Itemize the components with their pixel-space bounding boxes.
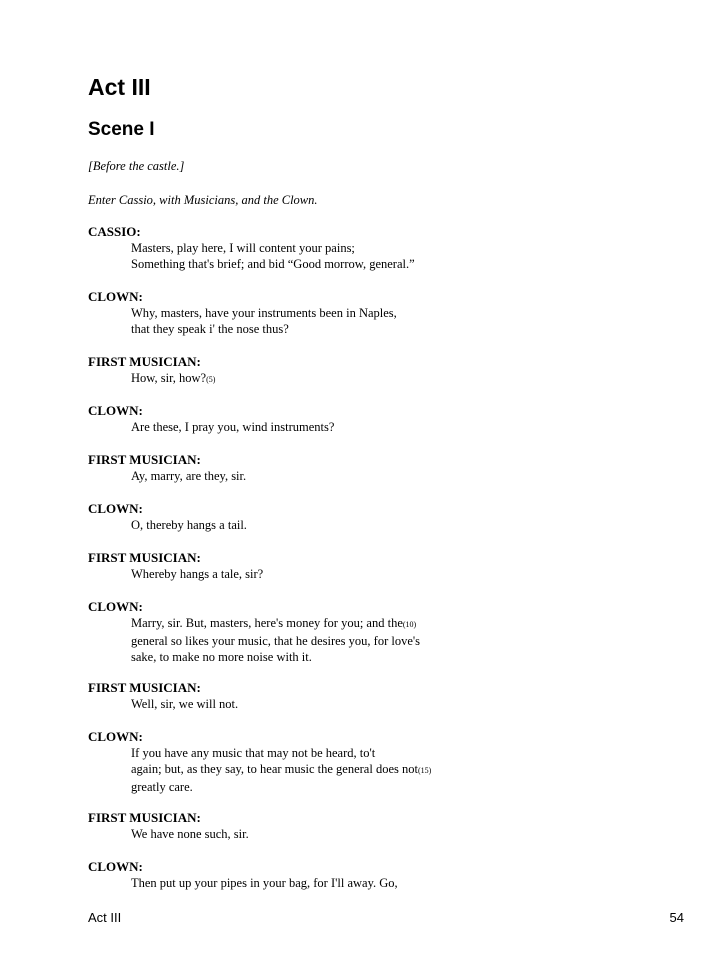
speech-line	[88, 517, 688, 533]
speech-block	[88, 354, 688, 388]
speaker-name: CLOWN:	[88, 599, 143, 614]
speech-block	[88, 599, 688, 665]
footer-act-label: Act III	[88, 910, 122, 925]
speech-block	[88, 452, 688, 484]
speech-line-text: Masters, play here, I will content your pains;	[131, 241, 355, 255]
speech-line-text: If you have any music that may not be heard, to't	[131, 746, 376, 760]
speaker-name: CLOWN:	[88, 501, 143, 516]
speech-line-text: again; but, as they say, to hear music the general does not	[131, 762, 418, 776]
speech-line-text: Ay, marry, are they, sir.	[131, 469, 247, 483]
speech-line	[88, 615, 688, 633]
speech-line	[88, 256, 688, 272]
speech-line-text: greatly care.	[131, 780, 193, 794]
speaker-name: CLOWN:	[88, 859, 143, 874]
speech-line	[88, 419, 688, 435]
speech-line-text: Well, sir, we will not.	[131, 697, 239, 711]
speech-line	[88, 633, 688, 649]
setting-direction: [Before the castle.]	[88, 159, 185, 173]
speaker-name: CLOWN:	[88, 403, 143, 418]
speaker-name: FIRST MUSICIAN:	[88, 680, 201, 695]
speech-line-text: Marry, sir. But, masters, here's money for you; and the	[131, 616, 403, 630]
speech-line	[88, 761, 688, 779]
scene-title: Scene I	[88, 119, 155, 140]
speech-line-text: that they speak i' the nose thus?	[131, 322, 289, 336]
speech-block	[88, 859, 688, 891]
speech-line	[88, 875, 688, 891]
speech-block	[88, 729, 688, 795]
speech-block	[88, 501, 688, 533]
speech-line-text: Why, masters, have your instruments been in Naples,	[131, 306, 397, 320]
speech-line-text: How, sir, how?	[131, 371, 207, 385]
speech-line-text: O, thereby hangs a tail.	[131, 518, 247, 532]
speaker-name: FIRST MUSICIAN:	[88, 452, 201, 467]
speaker-name: CLOWN:	[88, 289, 143, 304]
speech-line	[88, 826, 688, 842]
speech-block	[88, 680, 688, 712]
speech-line	[88, 240, 688, 256]
line-number: (5)	[206, 375, 216, 384]
speech-line	[88, 696, 688, 712]
page-number: 54	[669, 910, 684, 925]
speech-line-text: Then put up your pipes in your bag, for I'll away. Go,	[131, 876, 398, 890]
speech-line	[88, 566, 688, 582]
speech-line	[88, 745, 688, 761]
line-number: (10)	[402, 620, 417, 629]
speech-block	[88, 289, 688, 337]
speech-block	[88, 403, 688, 435]
speaker-name: FIRST MUSICIAN:	[88, 354, 201, 369]
speaker-name: FIRST MUSICIAN:	[88, 550, 201, 565]
speaker-name: CLOWN:	[88, 729, 143, 744]
line-number: (15)	[417, 766, 432, 775]
entrance-direction: Enter Cassio, with Musicians, and the Clown.	[88, 193, 318, 207]
speech-block	[88, 810, 688, 842]
speech-line-text: Are these, I pray you, wind instruments?	[131, 420, 335, 434]
speech-line-text: general so likes your music, that he desires you, for love's	[131, 634, 420, 648]
speech-line-text: Whereby hangs a tale, sir?	[131, 567, 264, 581]
act-title: Act III	[88, 74, 151, 100]
speech-block	[88, 224, 688, 272]
speech-line-text: We have none such, sir.	[131, 827, 249, 841]
speech-line	[88, 321, 688, 337]
speech-line	[88, 370, 688, 388]
speaker-name: CASSIO:	[88, 224, 141, 239]
speech-line	[88, 649, 688, 665]
speech-line	[88, 305, 688, 321]
speech-line	[88, 468, 688, 484]
speaker-name: FIRST MUSICIAN:	[88, 810, 201, 825]
speech-line-text: sake, to make no more noise with it.	[131, 650, 312, 664]
speech-line-text: Something that's brief; and bid “Good morrow, general.”	[131, 257, 415, 271]
speech-block	[88, 550, 688, 582]
speech-line	[88, 779, 688, 795]
